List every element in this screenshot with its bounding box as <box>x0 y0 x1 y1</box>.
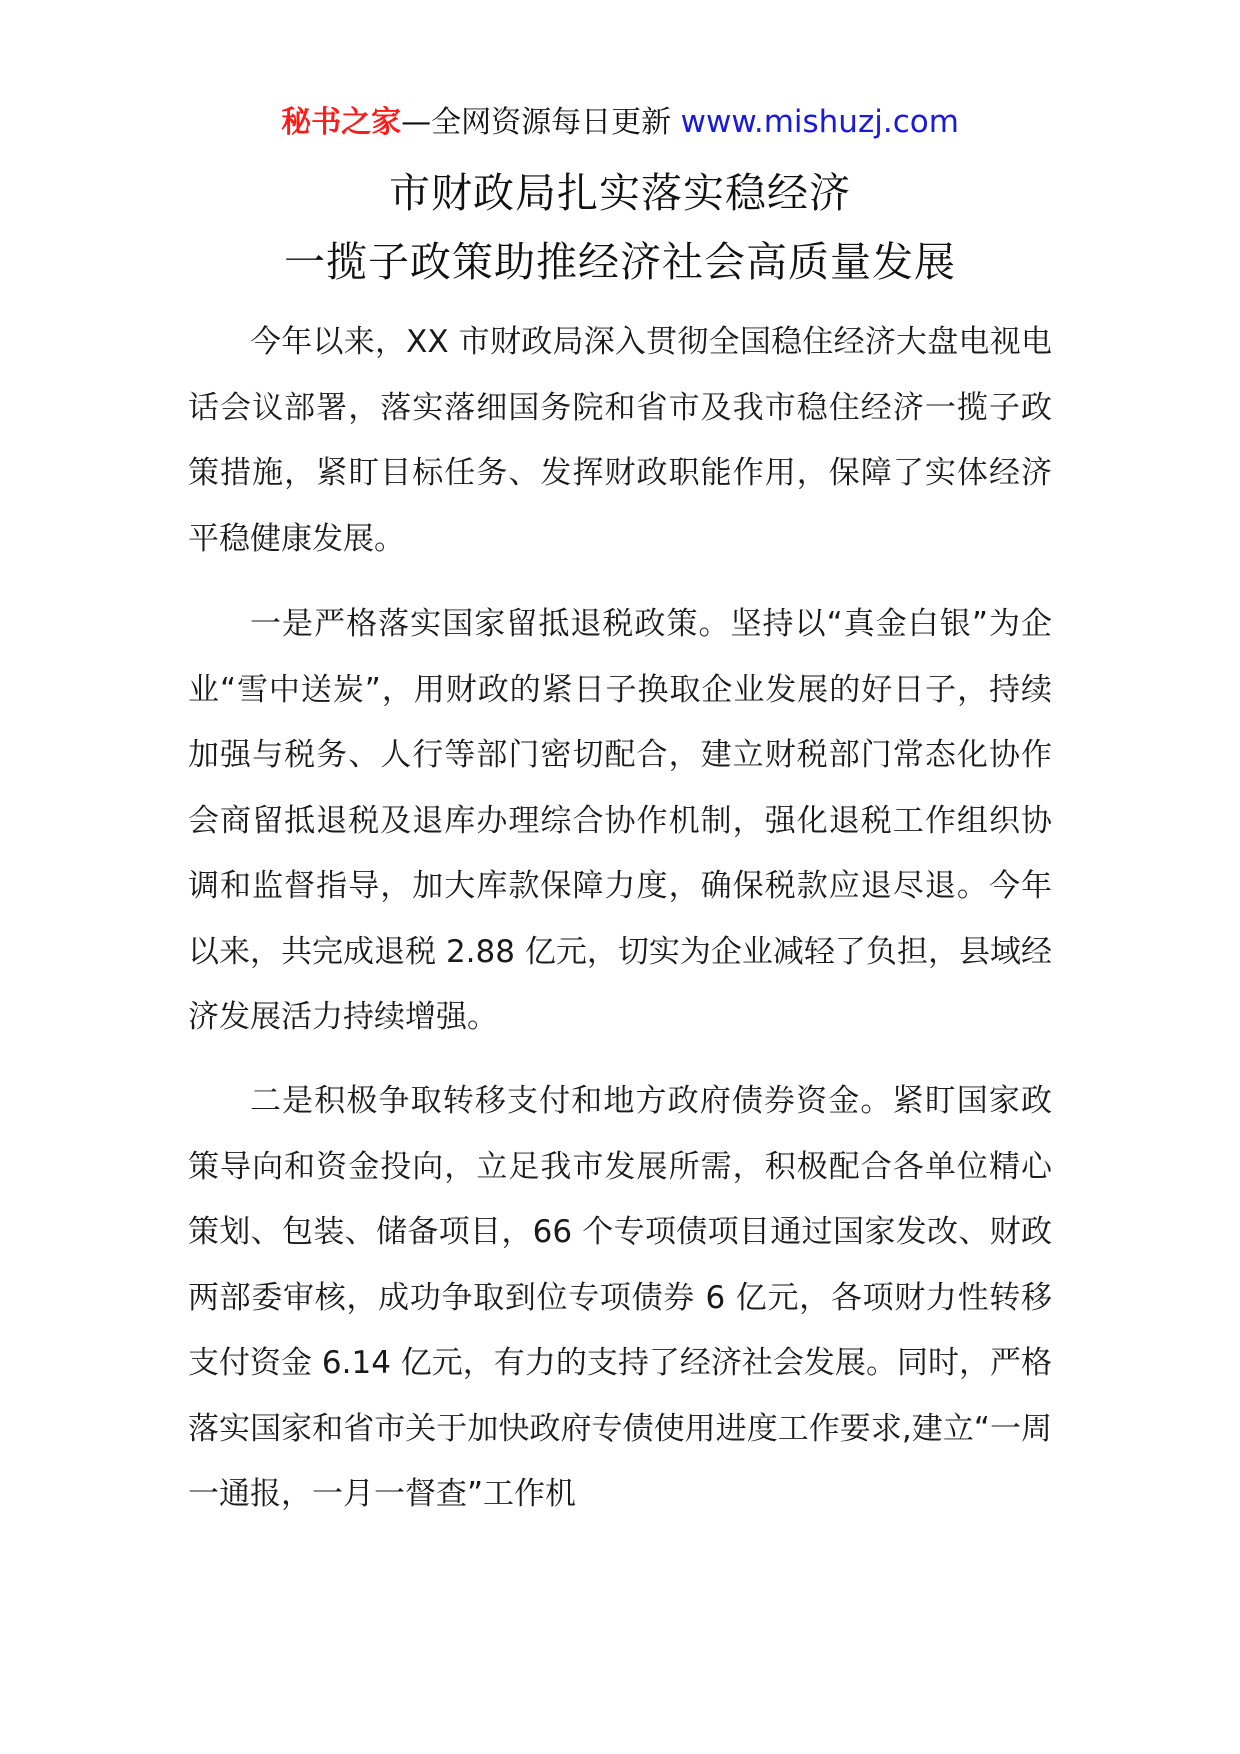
brand-name: 秘书之家 <box>281 105 402 140</box>
document-title-line-1: 市财政局扎实落实稳经济 <box>389 169 851 217</box>
site-header <box>0 100 1240 145</box>
site-url-link[interactable]: www.mishuzj.com <box>680 104 959 140</box>
paragraph-transfer-payments: 二是积极争取转移支付和地方政府债券资金。紧盯国家政策导向和资金投向，立足我市发展所需，积极配合各单位精心策划、包装、储备项目，66 个专项债项目通过国家发改、财政两部委审核，成功争取到位专项债券 6 亿元，各项财力性转移支付资金 6.14 亿元，有力的支持了经济社会发展。同时，严格落实国家和省市关于加快政府专债使用进度工作要求,建立“一周一通报，一月一督查”工作机 <box>188 1083 1052 1512</box>
document-title-line-2: 一揽子政策助推经济社会高质量发展 <box>284 238 956 286</box>
header-tagline: —全网资源每日更新 <box>401 105 681 140</box>
paragraph-intro: 今年以来，XX 市财政局深入贯彻全国稳住经济大盘电视电话会议部署，落实落细国务院和省市及我市稳住经济一揽子政策措施，紧盯目标任务、发挥财政职能作用，保障了实体经济平稳健康发展。 <box>188 324 1052 557</box>
paragraph-tax-refund: 一是严格落实国家留抵退税政策。坚持以“真金白银”为企业“雪中送炭”，用财政的紧日子换取企业发展的好日子，持续加强与税务、人行等部门密切配合，建立财税部门常态化协作会商留抵退税及退库办理综合协作机制，强化退税工作组织协调和监督指导，加大库款保障力度，确保税款应退尽退。今年以来，共完成退税 2.88 亿元，切实为企业减轻了负担，县域经济发展活力持续增强。 <box>188 606 1052 1035</box>
